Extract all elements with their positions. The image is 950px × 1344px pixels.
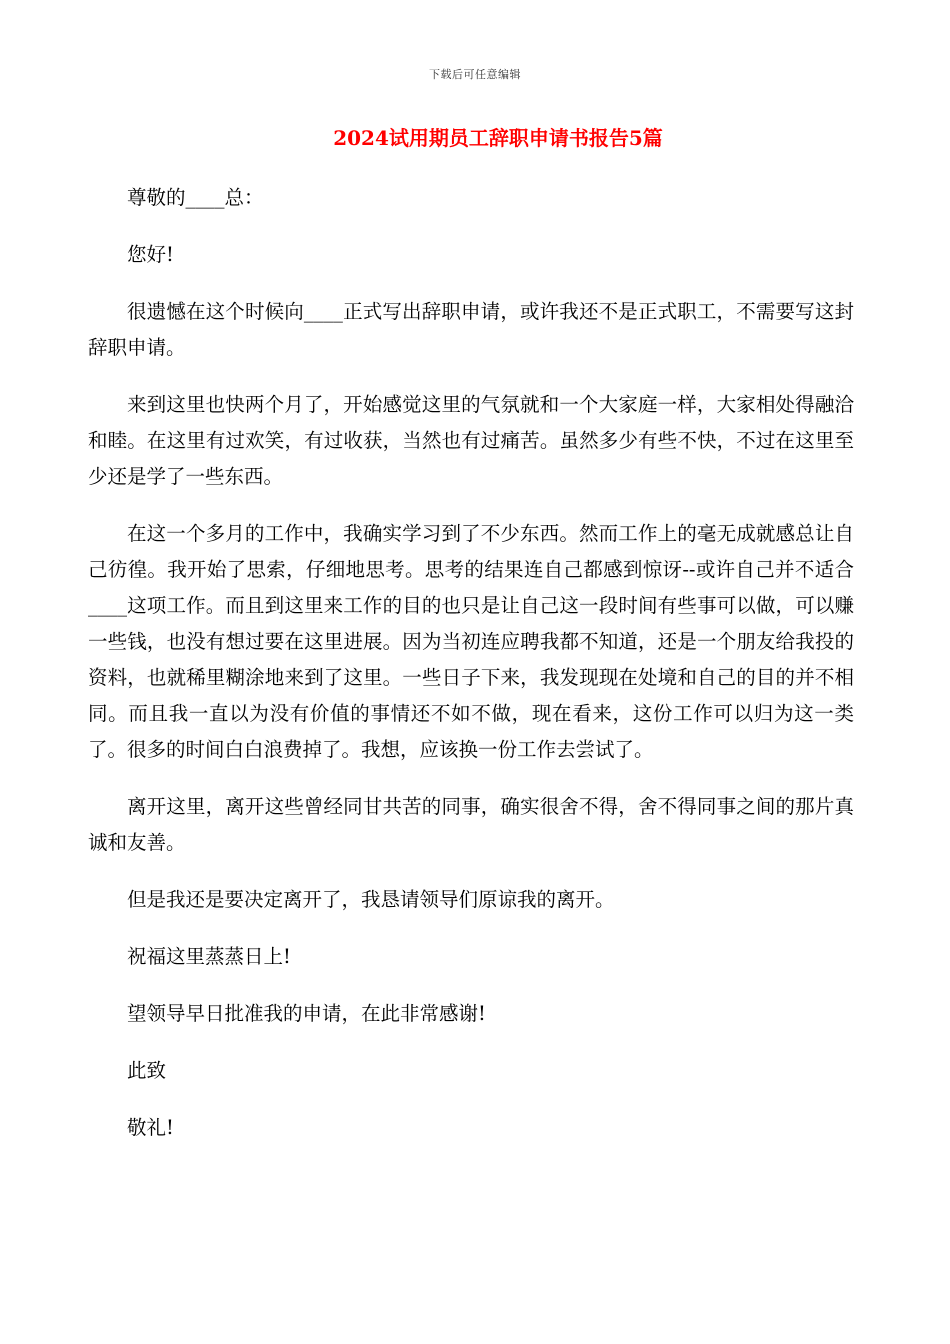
body-paragraph: 在这一个多月的工作中，我确实学习到了不少东西。然而工作上的毫无成就感总让自己彷徨。我开始了思索，仔细地思考。思考的结果连自己都感到惊讶--或许自己并不适合____这项工作。而且到这里来工作的目的也只是让自己这一段时间有些事可以做，可以赚一些钱，也没有想过要在这里进展。因为当初连应聘我都不知道，还是一个朋友给我投的资料，也就稀里糊涂地来到了这里。一些日子下来，我发现现在处境和自己的目的并不相同。而且我一直以为没有价值的事情还不如不做，现在看来，这份工作可以归为这一类了。很多的时间白白浪费掉了。我想，应该换一份工作去尝试了。 xyxy=(88,522,854,761)
salutation: 尊敬的____总： xyxy=(127,186,264,209)
body-paragraph: 来到这里也快两个月了，开始感觉这里的气氛就和一个大家庭一样，大家相处得融洽和睦。在这里有过欢笑，有过收获，当然也有过痛苦。虽然多少有些不快，不过在这里至少还是学了一些东西。 xyxy=(88,393,854,488)
letter-body xyxy=(88,180,854,1167)
document-title: 2024试用期员工辞职申请书报告5篇 xyxy=(333,126,663,150)
body-paragraph: 离开这里，离开这些曾经同甘共苦的同事，确实很舍不得，舍不得同事之间的那片真诚和友善。 xyxy=(88,795,854,854)
wishes-line: 祝福这里蒸蒸日上! xyxy=(127,945,291,968)
closing-line: 此致 xyxy=(127,1059,167,1082)
greeting: 您好! xyxy=(127,243,174,266)
request-line: 望领导早日批准我的申请，在此非常感谢! xyxy=(127,1002,486,1025)
header-note: 下载后可任意编辑 xyxy=(429,68,521,81)
body-paragraph: 但是我还是要决定离开了，我恳请领导们原谅我的离开。 xyxy=(127,888,615,911)
closing-salute: 敬礼! xyxy=(127,1116,174,1139)
body-paragraph: 很遗憾在这个时候向____正式写出辞职申请，或许我还不是正式职工，不需要写这封辞职申请。 xyxy=(88,300,854,359)
